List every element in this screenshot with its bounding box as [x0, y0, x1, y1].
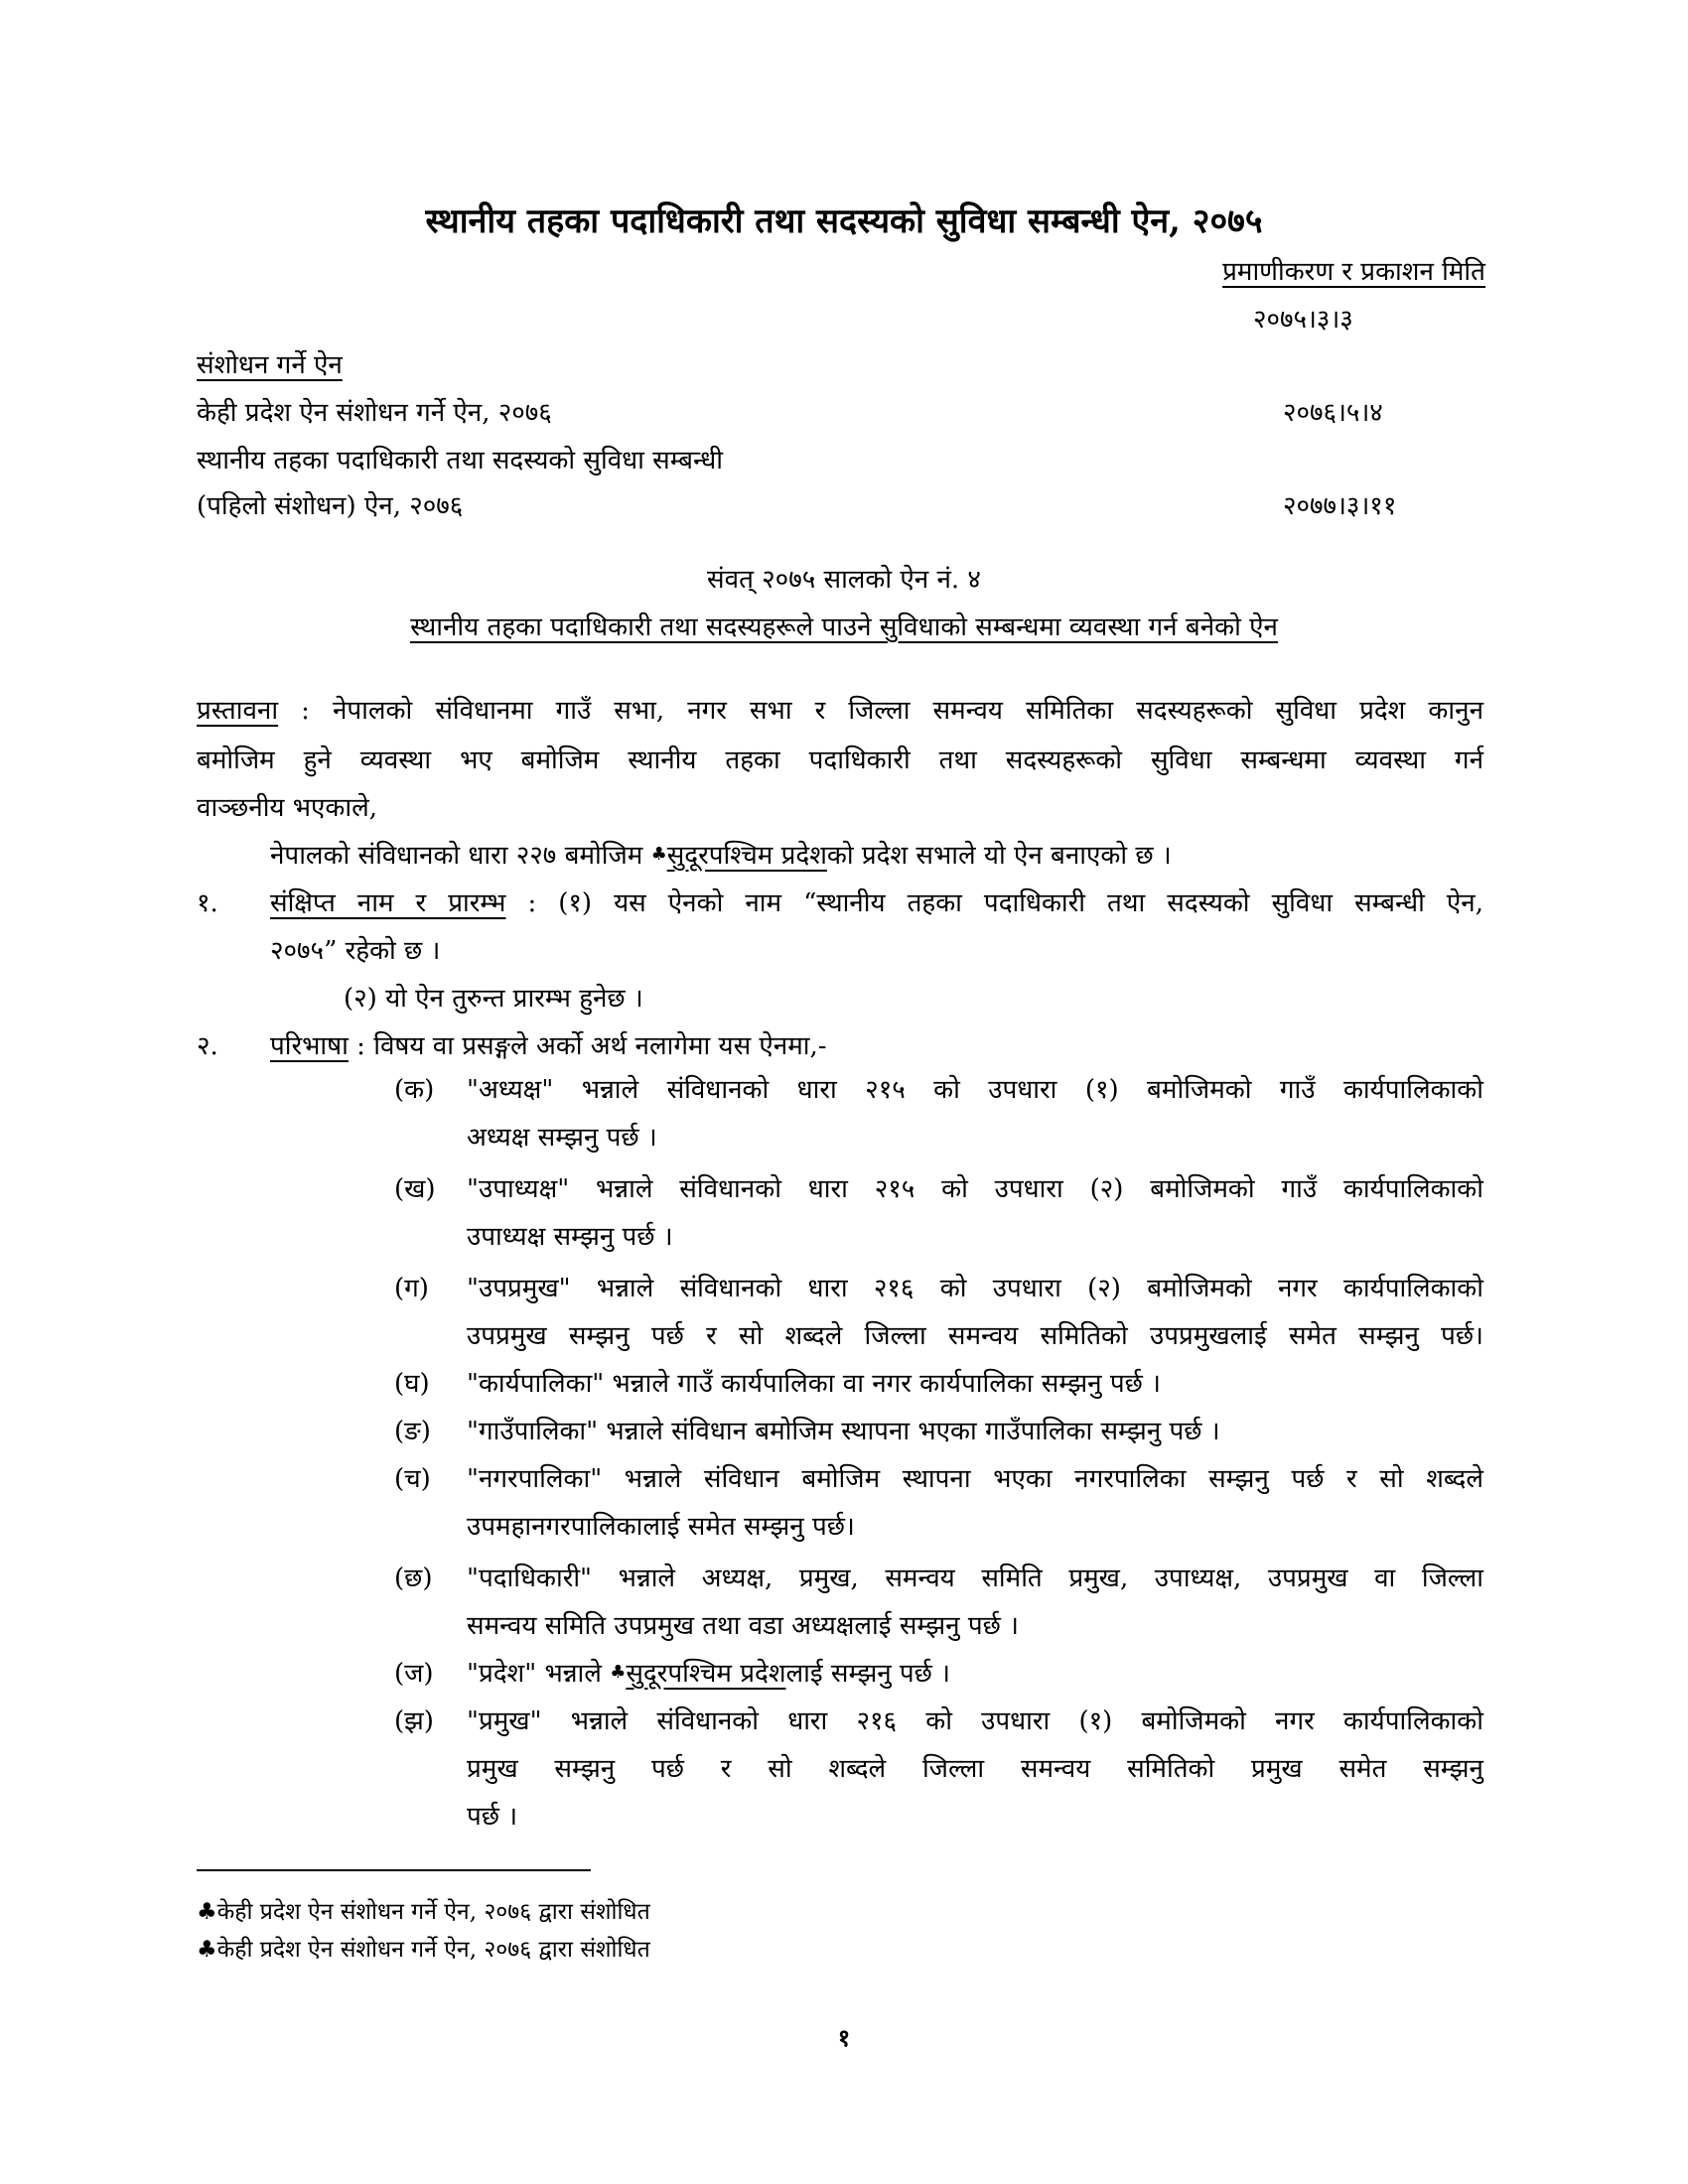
clause-text: "उपाध्यक्ष" भन्नाले संविधानको धारा २१५ को उपधारा (२) बमोजिमको गाउँ कार्यपालिकाको — [467, 1174, 1483, 1204]
section-number: २. — [197, 1031, 218, 1061]
clause-text: पर्छ । — [467, 1802, 518, 1832]
certification-date: २०७५।३।३ — [1253, 305, 1353, 335]
clause-label: (ङ) — [394, 1417, 431, 1446]
footnote-mark: ♣ — [197, 1937, 217, 1963]
clause-text: "कार्यपालिका" भन्नाले गाउँ कार्यपालिका वा नगर कार्यपालिका सम्झनु पर्छ । — [467, 1369, 1161, 1399]
act-subtitle: स्थानीय तहका पदाधिकारी तथा सदस्यहरूले पाउने सुविधाको सम्बन्धमा व्यवस्था गर्न बनेको ऐन — [410, 613, 1278, 642]
footnote: ♣केही प्रदेश ऐन संशोधन गर्ने ऐन, २०७६ द्वारा संशोधित — [197, 1937, 650, 1963]
section-number: १. — [197, 888, 218, 918]
footnote-mark: ♣ — [610, 1662, 627, 1683]
section-1-line: संक्षिप्त नाम र प्रारम्भ : (१) यस ऐनको नाम “स्थानीय तहका पदाधिकारी तथा सदस्यको सुविधा सम्बन्धी ऐन, — [270, 888, 1483, 918]
amendment-name: स्थानीय तहका पदाधिकारी तथा सदस्यको सुविधा सम्बन्धी — [197, 446, 723, 476]
clause-text: अध्यक्ष सम्झनु पर्छ । — [467, 1123, 657, 1153]
clause-label: (ख) — [394, 1174, 436, 1204]
footnote-mark: ♣ — [197, 1899, 217, 1925]
clause-text: "पदाधिकारी" भन्नाले अध्यक्ष, प्रमुख, समन्वय समिति प्रमुख, उपाध्यक्ष, उपप्रमुख वा जिल्ला — [467, 1564, 1483, 1593]
clause-text: "उपप्रमुख" भन्नाले संविधानको धारा २१६ को उपधारा (२) बमोजिमको नगर कार्यपालिकाको — [467, 1274, 1483, 1303]
section-1-subsection: (२) यो ऐन तुरुन्त प्रारम्भ हुनेछ । — [344, 984, 643, 1014]
clause-text: उपप्रमुख सम्झनु पर्छ र सो शब्दले जिल्ला समन्वय समितिको उपप्रमुखलाई समेत सम्झनु पर्छ। — [467, 1321, 1483, 1351]
clause-label: (छ) — [394, 1564, 433, 1593]
clause-text: "प्रदेश" भन्नाले ♣सुदूरपश्चिम प्रदेशलाई सम्झनु पर्छ । — [467, 1659, 951, 1689]
act-number: संवत् २०७५ सालको ऐन नं. ४ — [707, 565, 981, 595]
clause-label: (झ) — [394, 1706, 434, 1736]
preamble-line: बमोजिम हुने व्यवस्था भए बमोजिम स्थानीय तहका पदाधिकारी तथा सदस्यहरूको सुविधा सम्बन्धमा व्यवस्था गर्न — [197, 746, 1483, 775]
clause-text: समन्वय समिति उपप्रमुख तथा वडा अध्यक्षलाई सम्झनु पर्छ । — [467, 1611, 1019, 1641]
preamble-label: प्रस्तावना — [197, 696, 279, 726]
section-1-heading: संक्षिप्त नाम र प्रारम्भ — [270, 888, 506, 918]
amendment-name: केही प्रदेश ऐन संशोधन गर्ने ऐन, २०७६ — [197, 398, 552, 428]
clause-text: "गाउँपालिका" भन्नाले संविधान बमोजिम स्थापना भएका गाउँपालिका सम्झनु पर्छ । — [467, 1417, 1220, 1446]
amendments-heading: संशोधन गर्ने ऐन — [197, 350, 343, 380]
certification-label: प्रमाणीकरण र प्रकाशन मिति — [1222, 257, 1485, 287]
clause-text: उपमहानगरपालिकालाई समेत सम्झनु पर्छ। — [467, 1512, 855, 1542]
footnote: ♣केही प्रदेश ऐन संशोधन गर्ने ऐन, २०७६ द्वारा संशोधित — [197, 1899, 650, 1925]
enactment-clause: नेपालको संविधानको धारा २२७ बमोजिम ♣सुदूरपश्चिम प्रदेशको प्रदेश सभाले यो ऐन बनाएको छ । — [270, 841, 1172, 871]
section-2-intro: परिभाषा : विषय वा प्रसङ्गले अर्को अर्थ नलागेमा यस ऐनमा,- — [270, 1031, 827, 1061]
section-2-heading: परिभाषा — [270, 1031, 349, 1061]
amendment-name: (पहिलो संशोधन) ऐन, २०७६ — [197, 491, 464, 521]
clause-text: उपाध्यक्ष सम्झनु पर्छ । — [467, 1222, 673, 1252]
document-title: स्थानीय तहका पदाधिकारी तथा सदस्यको सुविधा सम्बन्धी ऐन, २०७५ — [425, 202, 1263, 241]
clause-label: (घ) — [394, 1369, 430, 1399]
footnote-separator — [197, 1869, 591, 1871]
footnote-mark: ♣ — [650, 844, 667, 865]
preamble-line: प्रस्तावना : नेपालको संविधानमा गाउँ सभा, नगर सभा र जिल्ला समन्वय समितिका सदस्यहरूको सुविधा प्रदेश कानुन — [197, 696, 1483, 726]
clause-label: (च) — [394, 1464, 431, 1494]
preamble-line: वाञ्छनीय भएकाले, — [197, 793, 378, 823]
amendment-date: २०७७।३।११ — [1283, 491, 1397, 521]
clause-text: "प्रमुख" भन्नाले संविधानको धारा २१६ को उपधारा (१) बमोजिमको नगर कार्यपालिकाको — [467, 1706, 1483, 1736]
page-number: १ — [837, 2023, 851, 2052]
section-1-line: २०७५” रहेको छ । — [270, 936, 441, 966]
clause-text: प्रमुख सम्झनु पर्छ र सो शब्दले जिल्ला समन्वय समितिको प्रमुख समेत सम्झनु — [467, 1754, 1483, 1784]
clause-text: "नगरपालिका" भन्नाले संविधान बमोजिम स्थापना भएका नगरपालिका सम्झनु पर्छ र सो शब्दले — [467, 1464, 1483, 1494]
amendment-date: २०७६।५।४ — [1283, 398, 1383, 428]
clause-label: (ग) — [394, 1274, 429, 1303]
clause-label: (क) — [394, 1075, 435, 1105]
clause-text: "अध्यक्ष" भन्नाले संविधानको धारा २१५ को उपधारा (१) बमोजिमको गाउँ कार्यपालिकाको — [467, 1075, 1483, 1105]
clause-label: (ज) — [394, 1659, 434, 1689]
